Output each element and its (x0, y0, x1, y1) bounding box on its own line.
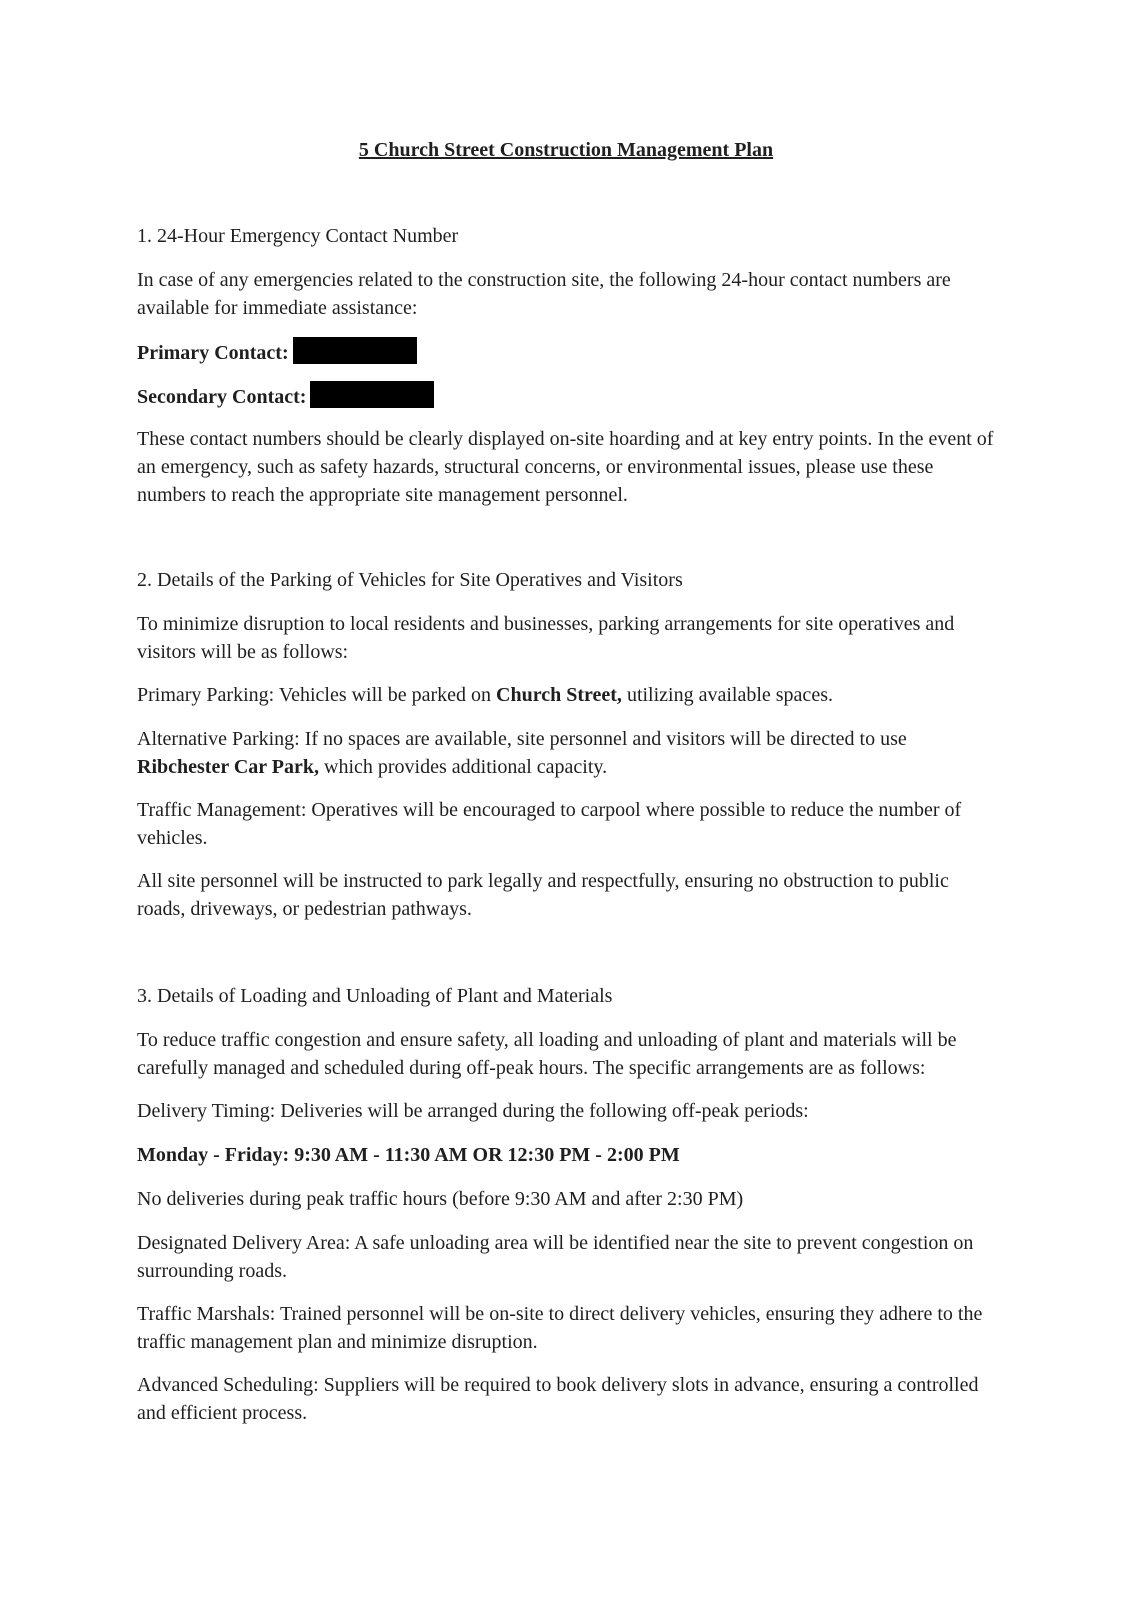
section-1-note: These contact numbers should be clearly displayed on-site hoarding and at key entry points. In the event of an emergency, such as safety hazards, structural concerns, or environmental issues, please use these numbers to reach the appropriate site management personnel. (137, 428, 994, 506)
section-1-intro: In case of any emergencies related to the construction site, the following 24-hour contact numbers are available for immediate assistance: (137, 269, 951, 319)
primary-parking-location: Church Street, (496, 684, 622, 706)
delivery-hours: Monday - Friday: 9:30 AM - 11:30 AM OR 12:30 PM - 2:00 PM (137, 1144, 680, 1166)
section-2-intro: To minimize disruption to local residents and businesses, parking arrangements for site operatives and visitors will be as follows: (137, 613, 955, 663)
primary-parking-text-end: utilizing available spaces. (621, 684, 833, 706)
parking-conduct: All site personnel will be instructed to park legally and respectfully, ensuring no obstruction to public roads, driveways, or pedestrian pathways. (137, 870, 949, 920)
alternative-parking-text: Alternative Parking: If no spaces are available, site personnel and visitors will be directed to use (137, 728, 907, 750)
section-3-heading: 3. Details of Loading and Unloading of Plant and Materials (137, 985, 613, 1007)
secondary-contact-redaction (310, 381, 434, 408)
traffic-marshals: Traffic Marshals: Trained personnel will be on-site to direct delivery vehicles, ensuring they adhere to the traffic management plan and minimize disruption. (137, 1303, 983, 1353)
no-deliveries: No deliveries during peak traffic hours (before 9:30 AM and after 2:30 PM) (137, 1188, 744, 1210)
primary-parking (137, 681, 997, 709)
traffic-management: Traffic Management: Operatives will be encouraged to carpool where possible to reduce the number of vehicles. (137, 799, 962, 849)
delivery-area: Designated Delivery Area: A safe unloading area will be identified near the site to prevent congestion on surrounding roads. (137, 1232, 974, 1282)
secondary-contact-line (137, 381, 997, 411)
primary-contact-line (137, 337, 997, 367)
alternative-parking-location: Ribchester Car Park, (137, 756, 320, 778)
section-2-heading: 2. Details of the Parking of Vehicles for Site Operatives and Visitors (137, 569, 683, 591)
section-3-intro: To reduce traffic congestion and ensure safety, all loading and unloading of plant and materials will be carefully managed and scheduled during off-peak hours. The specific arrangements are as follows: (137, 1029, 957, 1079)
primary-parking-text: Primary Parking: Vehicles will be parked on (137, 684, 497, 706)
primary-contact-label: Primary Contact: (137, 342, 289, 364)
document-title: 5 Church Street Construction Management Plan (358, 139, 774, 161)
alternative-parking (137, 725, 997, 781)
delivery-timing: Delivery Timing: Deliveries will be arranged during the following off-peak periods: (137, 1100, 809, 1122)
secondary-contact-label: Secondary Contact: (137, 386, 307, 408)
alternative-parking-text-end: which provides additional capacity. (319, 756, 608, 778)
advanced-scheduling: Advanced Scheduling: Suppliers will be required to book delivery slots in advance, ensuring a controlled and efficient process. (137, 1374, 979, 1424)
primary-contact-redaction (293, 337, 417, 364)
section-1-heading: 1. 24-Hour Emergency Contact Number (137, 225, 459, 247)
